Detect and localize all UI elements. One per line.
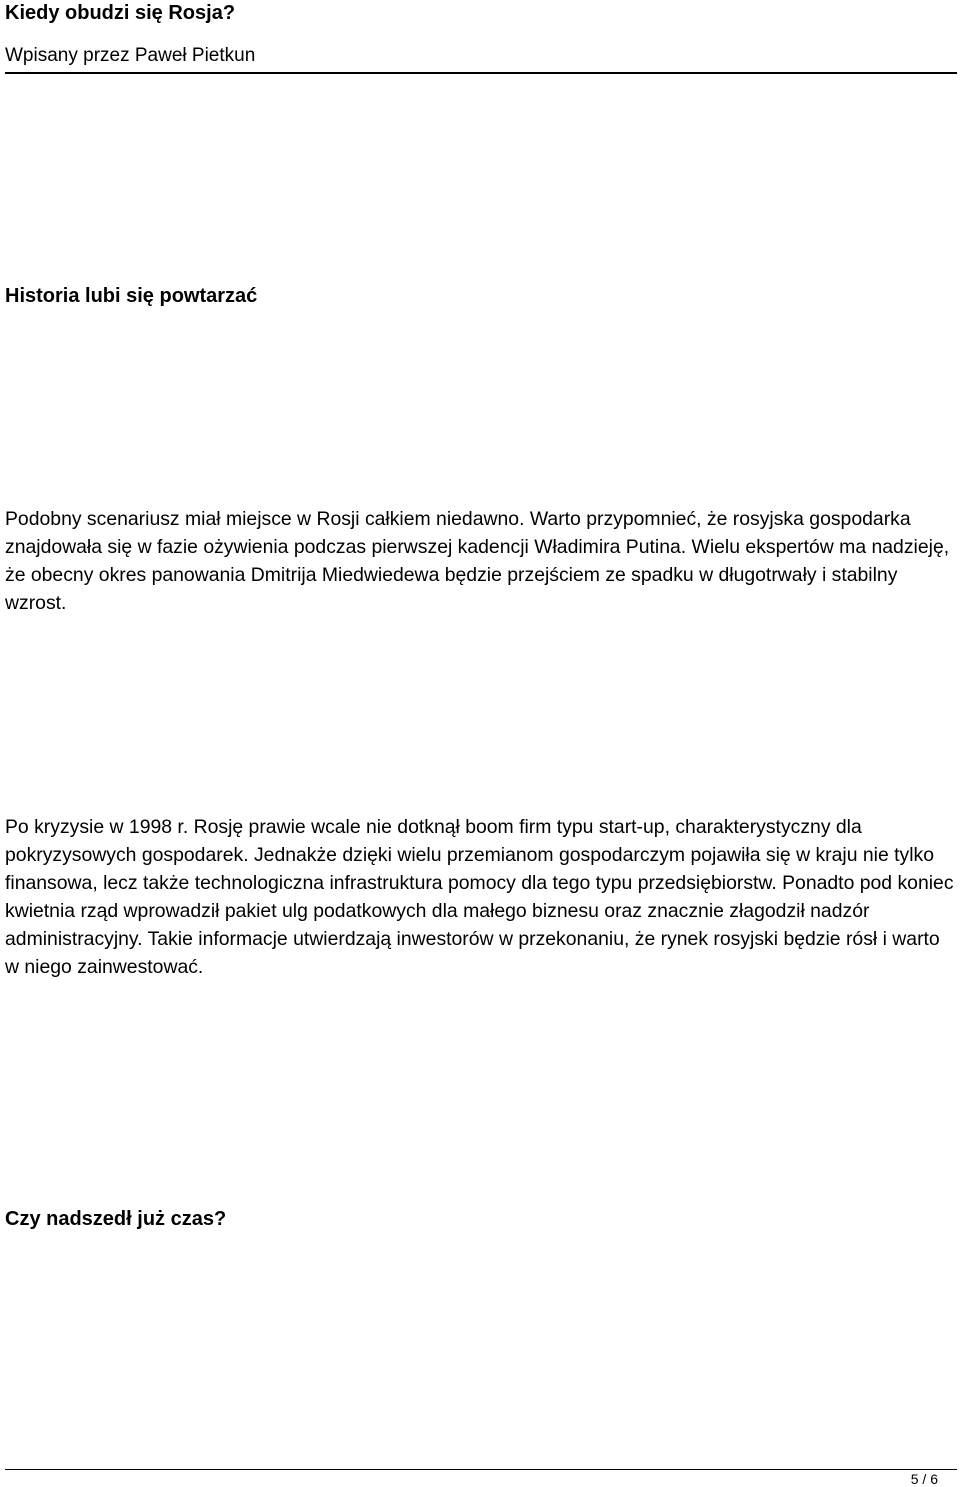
footer-divider — [5, 1469, 957, 1470]
header-divider — [5, 72, 957, 74]
section-heading-time: Czy nadszedł już czas? — [5, 1208, 227, 1230]
paragraph-scenario: Podobny scenariusz miał miejsce w Rosji całkiem niedawno. Warto przypomnieć, że rosyjska gospodarka znajdowała się w fazie ożywienia podczas pierwszej kadencji Władimira Putina. Wielu ekspertów ma nadzieję, że obecny okres panowania Dmitrija Miedwiedewa będzie przejściem ze spadku w długotrwały i stabilny wzrost. — [5, 508, 950, 614]
paragraph-crisis: Po kryzysie w 1998 r. Rosję prawie wcale nie dotknął boom firm typu start-up, charakterystyczny dla pokryzysowych gospodarek. Jednakże dzięki wielu przemianom gospodarczym pojawiła się w kraju nie tylko finansowa, lecz także technologiczna infrastruktura pomocy dla tego typu przedsiębiorstw. Ponadto pod koniec kwietnia rząd wprowadził pakiet ulg podatkowych dla małego biznesu oraz znacznie złagodził nadzór administracyjny. Takie informacje utwierdzają inwestorów w przekonaniu, że rynek rosyjski będzie rósł i warto w niego zainwestować. — [5, 816, 954, 978]
section-heading-history: Historia lubi się powtarzać — [5, 285, 258, 307]
document-title: Kiedy obudzi się Rosja? — [5, 2, 236, 24]
page-number: 5 / 6 — [910, 1471, 938, 1487]
author-line: Wpisany przez Paweł Pietkun — [5, 45, 256, 66]
